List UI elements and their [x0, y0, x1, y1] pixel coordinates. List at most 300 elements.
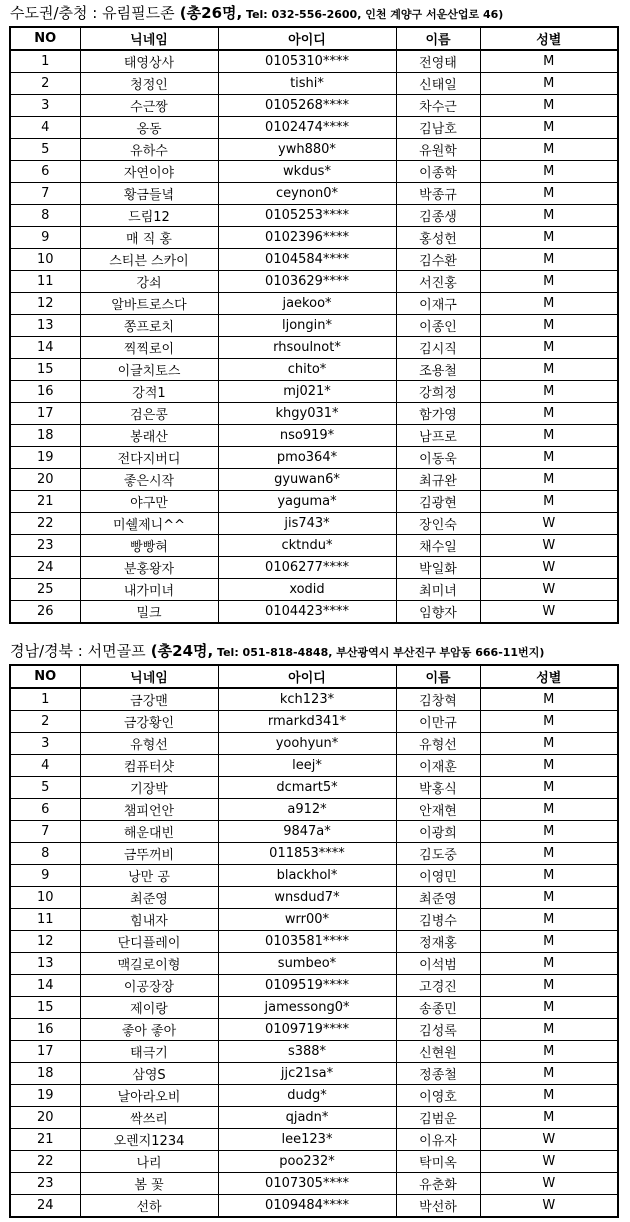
member-count: (총24명, — [145, 642, 214, 660]
table-row — [10, 139, 618, 161]
cell-gender: M — [480, 469, 618, 491]
member-table — [9, 664, 619, 1218]
cell-nickname: 찍찍로이 — [80, 337, 218, 359]
table-header-row — [10, 27, 618, 50]
table-row — [10, 359, 618, 381]
table-row — [10, 227, 618, 249]
cell-nickname: 밀크 — [80, 601, 218, 624]
cell-nickname: 드림12 — [80, 205, 218, 227]
table-row — [10, 557, 618, 579]
cell-nickname: 수근짱 — [80, 95, 218, 117]
column-header-no: NO — [10, 27, 80, 50]
cell-name: 최규완 — [396, 469, 480, 491]
cell-gender: M — [480, 843, 618, 865]
cell-name: 유춘화 — [396, 1173, 480, 1195]
table-row — [10, 909, 618, 931]
cell-user-id: kch123* — [218, 688, 396, 711]
table-row — [10, 887, 618, 909]
table-row — [10, 1107, 618, 1129]
table-row — [10, 249, 618, 271]
cell-nickname: 분홍왕자 — [80, 557, 218, 579]
cell-name: 서진홍 — [396, 271, 480, 293]
cell-no: 13 — [10, 315, 80, 337]
cell-name: 채수일 — [396, 535, 480, 557]
cell-no: 2 — [10, 73, 80, 95]
cell-gender: M — [480, 117, 618, 139]
cell-gender: W — [480, 557, 618, 579]
table-row — [10, 777, 618, 799]
cell-no: 3 — [10, 95, 80, 117]
cell-name: 김수환 — [396, 249, 480, 271]
cell-user-id: 0103581**** — [218, 931, 396, 953]
cell-user-id: rmarkd341* — [218, 711, 396, 733]
cell-no: 1 — [10, 50, 80, 73]
cell-gender: M — [480, 909, 618, 931]
table-row — [10, 755, 618, 777]
table-row — [10, 1019, 618, 1041]
cell-user-id: khgy031* — [218, 403, 396, 425]
cell-nickname: 좋은시작 — [80, 469, 218, 491]
column-header-gender: 성별 — [480, 665, 618, 688]
cell-nickname: 금강황인 — [80, 711, 218, 733]
table-row — [10, 95, 618, 117]
cell-user-id: 0109519**** — [218, 975, 396, 997]
cell-user-id: 0106277**** — [218, 557, 396, 579]
table-row — [10, 535, 618, 557]
cell-no: 6 — [10, 799, 80, 821]
table-row — [10, 161, 618, 183]
cell-name: 이영호 — [396, 1085, 480, 1107]
cell-user-id: 0105268**** — [218, 95, 396, 117]
cell-nickname: 챔피언안 — [80, 799, 218, 821]
cell-name: 차수근 — [396, 95, 480, 117]
cell-name: 최준영 — [396, 887, 480, 909]
table-row — [10, 1129, 618, 1151]
cell-no: 16 — [10, 1019, 80, 1041]
cell-gender: W — [480, 535, 618, 557]
cell-gender: M — [480, 953, 618, 975]
cell-no: 14 — [10, 975, 80, 997]
cell-nickname: 매 직 홍 — [80, 227, 218, 249]
cell-no: 6 — [10, 161, 80, 183]
cell-name: 최미녀 — [396, 579, 480, 601]
cell-gender: M — [480, 1019, 618, 1041]
cell-user-id: ywh880* — [218, 139, 396, 161]
cell-no: 26 — [10, 601, 80, 624]
cell-gender: M — [480, 799, 618, 821]
cell-gender: W — [480, 1151, 618, 1173]
cell-user-id: dcmart5* — [218, 777, 396, 799]
table-row — [10, 337, 618, 359]
cell-user-id: wrr00* — [218, 909, 396, 931]
cell-user-id: 0102396**** — [218, 227, 396, 249]
cell-name: 김시직 — [396, 337, 480, 359]
cell-gender: M — [480, 183, 618, 205]
cell-gender: M — [480, 688, 618, 711]
cell-nickname: 유하수 — [80, 139, 218, 161]
cell-name: 탁미옥 — [396, 1151, 480, 1173]
cell-gender: M — [480, 381, 618, 403]
table-row — [10, 73, 618, 95]
cell-gender: M — [480, 249, 618, 271]
cell-nickname: 금뚜꺼비 — [80, 843, 218, 865]
cell-user-id: 0105253**** — [218, 205, 396, 227]
cell-name: 함가영 — [396, 403, 480, 425]
cell-no: 24 — [10, 557, 80, 579]
cell-gender: M — [480, 95, 618, 117]
cell-user-id: 0107305**** — [218, 1173, 396, 1195]
cell-name: 신현원 — [396, 1041, 480, 1063]
cell-nickname: 최준영 — [80, 887, 218, 909]
cell-user-id: nso919* — [218, 425, 396, 447]
table-row — [10, 733, 618, 755]
cell-name: 박선하 — [396, 1195, 480, 1218]
cell-user-id: blackhol* — [218, 865, 396, 887]
cell-gender: M — [480, 491, 618, 513]
cell-user-id: ceynon0* — [218, 183, 396, 205]
cell-no: 21 — [10, 1129, 80, 1151]
table-row — [10, 205, 618, 227]
cell-nickname: 옹동 — [80, 117, 218, 139]
column-header-no: NO — [10, 665, 80, 688]
cell-no: 15 — [10, 997, 80, 1019]
cell-name: 이만규 — [396, 711, 480, 733]
cell-name: 유형선 — [396, 733, 480, 755]
cell-nickname: 단디플레이 — [80, 931, 218, 953]
column-header-user-id: 아이디 — [218, 665, 396, 688]
cell-no: 17 — [10, 403, 80, 425]
cell-no: 4 — [10, 117, 80, 139]
cell-gender: M — [480, 865, 618, 887]
cell-gender: M — [480, 447, 618, 469]
cell-no: 9 — [10, 865, 80, 887]
cell-user-id: jis743* — [218, 513, 396, 535]
cell-no: 15 — [10, 359, 80, 381]
table-header-row — [10, 665, 618, 688]
cell-no: 16 — [10, 381, 80, 403]
cell-name: 유원학 — [396, 139, 480, 161]
cell-nickname: 태영상사 — [80, 50, 218, 73]
cell-user-id: 011853**** — [218, 843, 396, 865]
table-row — [10, 931, 618, 953]
cell-user-id: rhsoulnot* — [218, 337, 396, 359]
table-row — [10, 711, 618, 733]
cell-user-id: dudg* — [218, 1085, 396, 1107]
cell-nickname: 봉래산 — [80, 425, 218, 447]
cell-name: 이재구 — [396, 293, 480, 315]
cell-user-id: jaekoo* — [218, 293, 396, 315]
column-header-nickname: 닉네임 — [80, 665, 218, 688]
cell-no: 23 — [10, 535, 80, 557]
table-row — [10, 381, 618, 403]
cell-name: 정재홍 — [396, 931, 480, 953]
cell-nickname: 좋아 좋아 — [80, 1019, 218, 1041]
cell-name: 전영태 — [396, 50, 480, 73]
cell-name: 박홍식 — [396, 777, 480, 799]
cell-no: 18 — [10, 1063, 80, 1085]
cell-gender: M — [480, 1041, 618, 1063]
table-row — [10, 50, 618, 73]
cell-gender: M — [480, 1063, 618, 1085]
cell-gender: M — [480, 139, 618, 161]
cell-user-id: s388* — [218, 1041, 396, 1063]
column-header-name: 이름 — [396, 665, 480, 688]
cell-gender: M — [480, 337, 618, 359]
cell-nickname: 태극기 — [80, 1041, 218, 1063]
cell-no: 5 — [10, 777, 80, 799]
cell-user-id: poo232* — [218, 1151, 396, 1173]
table-row — [10, 953, 618, 975]
club-contact: Tel: 032-556-2600, 인천 계양구 서운산업로 46) — [242, 8, 504, 21]
cell-nickname: 제이랑 — [80, 997, 218, 1019]
cell-nickname: 청정인 — [80, 73, 218, 95]
cell-name: 홍성헌 — [396, 227, 480, 249]
table-row — [10, 601, 618, 624]
cell-user-id: lee123* — [218, 1129, 396, 1151]
cell-gender: W — [480, 601, 618, 624]
cell-name: 이광희 — [396, 821, 480, 843]
table-row — [10, 1195, 618, 1218]
cell-no: 18 — [10, 425, 80, 447]
member-count: (총26명, — [174, 4, 243, 22]
cell-no: 2 — [10, 711, 80, 733]
cell-no: 10 — [10, 249, 80, 271]
cell-name: 안재현 — [396, 799, 480, 821]
cell-name: 이영민 — [396, 865, 480, 887]
cell-user-id: sumbeo* — [218, 953, 396, 975]
cell-nickname: 힘내자 — [80, 909, 218, 931]
cell-nickname: 금강맨 — [80, 688, 218, 711]
cell-gender: M — [480, 425, 618, 447]
cell-nickname: 이공장장 — [80, 975, 218, 997]
cell-nickname: 미쉘제니^^ — [80, 513, 218, 535]
table-row — [10, 447, 618, 469]
cell-gender: M — [480, 997, 618, 1019]
cell-gender: M — [480, 227, 618, 249]
cell-name: 박종규 — [396, 183, 480, 205]
table-row — [10, 997, 618, 1019]
cell-no: 7 — [10, 821, 80, 843]
cell-name: 김병수 — [396, 909, 480, 931]
cell-name: 박일화 — [396, 557, 480, 579]
table-row — [10, 865, 618, 887]
club-contact: Tel: 051-818-4848, 부산광역시 부산진구 부암동 666-11번지) — [213, 646, 545, 659]
cell-user-id: pmo364* — [218, 447, 396, 469]
cell-gender: M — [480, 271, 618, 293]
cell-no: 22 — [10, 1151, 80, 1173]
cell-no: 21 — [10, 491, 80, 513]
cell-user-id: chito* — [218, 359, 396, 381]
cell-no: 1 — [10, 688, 80, 711]
cell-gender: M — [480, 733, 618, 755]
cell-nickname: 낭만 공 — [80, 865, 218, 887]
cell-name: 이재훈 — [396, 755, 480, 777]
cell-nickname: 내가미녀 — [80, 579, 218, 601]
cell-user-id: 9847a* — [218, 821, 396, 843]
cell-user-id: wnsdud7* — [218, 887, 396, 909]
cell-name: 송종민 — [396, 997, 480, 1019]
cell-no: 19 — [10, 1085, 80, 1107]
cell-nickname: 맥길로이형 — [80, 953, 218, 975]
cell-name: 고경진 — [396, 975, 480, 997]
cell-no: 13 — [10, 953, 80, 975]
cell-nickname: 싹쓰리 — [80, 1107, 218, 1129]
cell-gender: W — [480, 1129, 618, 1151]
cell-user-id: 0104584**** — [218, 249, 396, 271]
region-label: 경남/경북 : — [10, 642, 88, 660]
cell-gender: M — [480, 711, 618, 733]
cell-name: 신태일 — [396, 73, 480, 95]
cell-name: 이석범 — [396, 953, 480, 975]
table-row — [10, 469, 618, 491]
cell-user-id: 0104423**** — [218, 601, 396, 624]
cell-user-id: wkdus* — [218, 161, 396, 183]
column-header-nickname: 닉네임 — [80, 27, 218, 50]
cell-nickname: 날아라오비 — [80, 1085, 218, 1107]
cell-user-id: qjadn* — [218, 1107, 396, 1129]
cell-gender: M — [480, 403, 618, 425]
cell-no: 19 — [10, 447, 80, 469]
cell-nickname: 유형선 — [80, 733, 218, 755]
cell-name: 장인숙 — [396, 513, 480, 535]
cell-no: 4 — [10, 755, 80, 777]
table-row — [10, 799, 618, 821]
cell-gender: M — [480, 821, 618, 843]
cell-nickname: 황금들녘 — [80, 183, 218, 205]
cell-no: 23 — [10, 1173, 80, 1195]
table-row — [10, 293, 618, 315]
cell-no: 24 — [10, 1195, 80, 1218]
cell-no: 3 — [10, 733, 80, 755]
cell-nickname: 나리 — [80, 1151, 218, 1173]
table-row — [10, 975, 618, 997]
cell-gender: M — [480, 73, 618, 95]
cell-user-id: 0109719**** — [218, 1019, 396, 1041]
cell-no: 12 — [10, 931, 80, 953]
table-row — [10, 315, 618, 337]
cell-gender: M — [480, 293, 618, 315]
cell-nickname: 오렌지1234 — [80, 1129, 218, 1151]
cell-name: 김광현 — [396, 491, 480, 513]
club-name: 서면골프 — [87, 642, 146, 660]
cell-user-id: leej* — [218, 755, 396, 777]
table-row — [10, 1041, 618, 1063]
cell-gender: M — [480, 315, 618, 337]
cell-gender: M — [480, 359, 618, 381]
cell-gender: M — [480, 975, 618, 997]
cell-nickname: 야구만 — [80, 491, 218, 513]
cell-no: 17 — [10, 1041, 80, 1063]
section-heading — [0, 0, 630, 26]
cell-nickname: 강적1 — [80, 381, 218, 403]
cell-name: 강희정 — [396, 381, 480, 403]
cell-nickname: 빵빵혀 — [80, 535, 218, 557]
cell-name: 김창혁 — [396, 688, 480, 711]
cell-gender: W — [480, 1195, 618, 1218]
cell-name: 김성록 — [396, 1019, 480, 1041]
table-row — [10, 821, 618, 843]
cell-no: 11 — [10, 909, 80, 931]
column-header-gender: 성별 — [480, 27, 618, 50]
cell-no: 7 — [10, 183, 80, 205]
cell-no: 5 — [10, 139, 80, 161]
column-header-name: 이름 — [396, 27, 480, 50]
cell-no: 9 — [10, 227, 80, 249]
cell-name: 이동욱 — [396, 447, 480, 469]
cell-gender: M — [480, 1107, 618, 1129]
cell-nickname: 기장박 — [80, 777, 218, 799]
cell-user-id: yoohyun* — [218, 733, 396, 755]
region-label: 수도권/충청 : — [10, 4, 103, 22]
cell-name: 임향자 — [396, 601, 480, 624]
cell-nickname: 스티븐 스카이 — [80, 249, 218, 271]
cell-no: 25 — [10, 579, 80, 601]
table-row — [10, 579, 618, 601]
cell-user-id: a912* — [218, 799, 396, 821]
cell-user-id: xodid — [218, 579, 396, 601]
cell-nickname: 강쇠 — [80, 271, 218, 293]
cell-gender: W — [480, 579, 618, 601]
cell-no: 11 — [10, 271, 80, 293]
cell-gender: M — [480, 50, 618, 73]
table-row — [10, 1173, 618, 1195]
table-row — [10, 688, 618, 711]
table-row — [10, 183, 618, 205]
cell-nickname: 자연이야 — [80, 161, 218, 183]
cell-user-id: cktndu* — [218, 535, 396, 557]
section-heading — [0, 638, 630, 664]
cell-user-id: 0102474**** — [218, 117, 396, 139]
cell-user-id: jjc21sa* — [218, 1063, 396, 1085]
cell-gender: M — [480, 755, 618, 777]
cell-nickname: 봄 꽃 — [80, 1173, 218, 1195]
cell-nickname: 컴퓨터샷 — [80, 755, 218, 777]
cell-no: 8 — [10, 843, 80, 865]
cell-no: 12 — [10, 293, 80, 315]
cell-name: 김도중 — [396, 843, 480, 865]
section-gyeongnam — [0, 638, 630, 1218]
cell-gender: M — [480, 205, 618, 227]
cell-gender: M — [480, 887, 618, 909]
cell-nickname: 쫑프로치 — [80, 315, 218, 337]
cell-gender: M — [480, 931, 618, 953]
cell-no: 20 — [10, 1107, 80, 1129]
cell-user-id: tishi* — [218, 73, 396, 95]
cell-user-id: ljongin* — [218, 315, 396, 337]
cell-gender: W — [480, 1173, 618, 1195]
cell-gender: M — [480, 161, 618, 183]
club-name: 유림필드존 — [102, 4, 175, 22]
cell-nickname: 해운대빈 — [80, 821, 218, 843]
cell-user-id: yaguma* — [218, 491, 396, 513]
cell-name: 이유자 — [396, 1129, 480, 1151]
table-row — [10, 1151, 618, 1173]
cell-no: 10 — [10, 887, 80, 909]
cell-name: 김종생 — [396, 205, 480, 227]
cell-gender: M — [480, 777, 618, 799]
cell-name: 이종인 — [396, 315, 480, 337]
cell-name: 조용철 — [396, 359, 480, 381]
cell-nickname: 검은콩 — [80, 403, 218, 425]
cell-no: 14 — [10, 337, 80, 359]
cell-name: 김남호 — [396, 117, 480, 139]
cell-name: 김범운 — [396, 1107, 480, 1129]
cell-nickname: 선하 — [80, 1195, 218, 1218]
cell-name: 정종철 — [396, 1063, 480, 1085]
cell-user-id: gyuwan6* — [218, 469, 396, 491]
cell-nickname: 전다지버디 — [80, 447, 218, 469]
cell-user-id: 0109484**** — [218, 1195, 396, 1218]
